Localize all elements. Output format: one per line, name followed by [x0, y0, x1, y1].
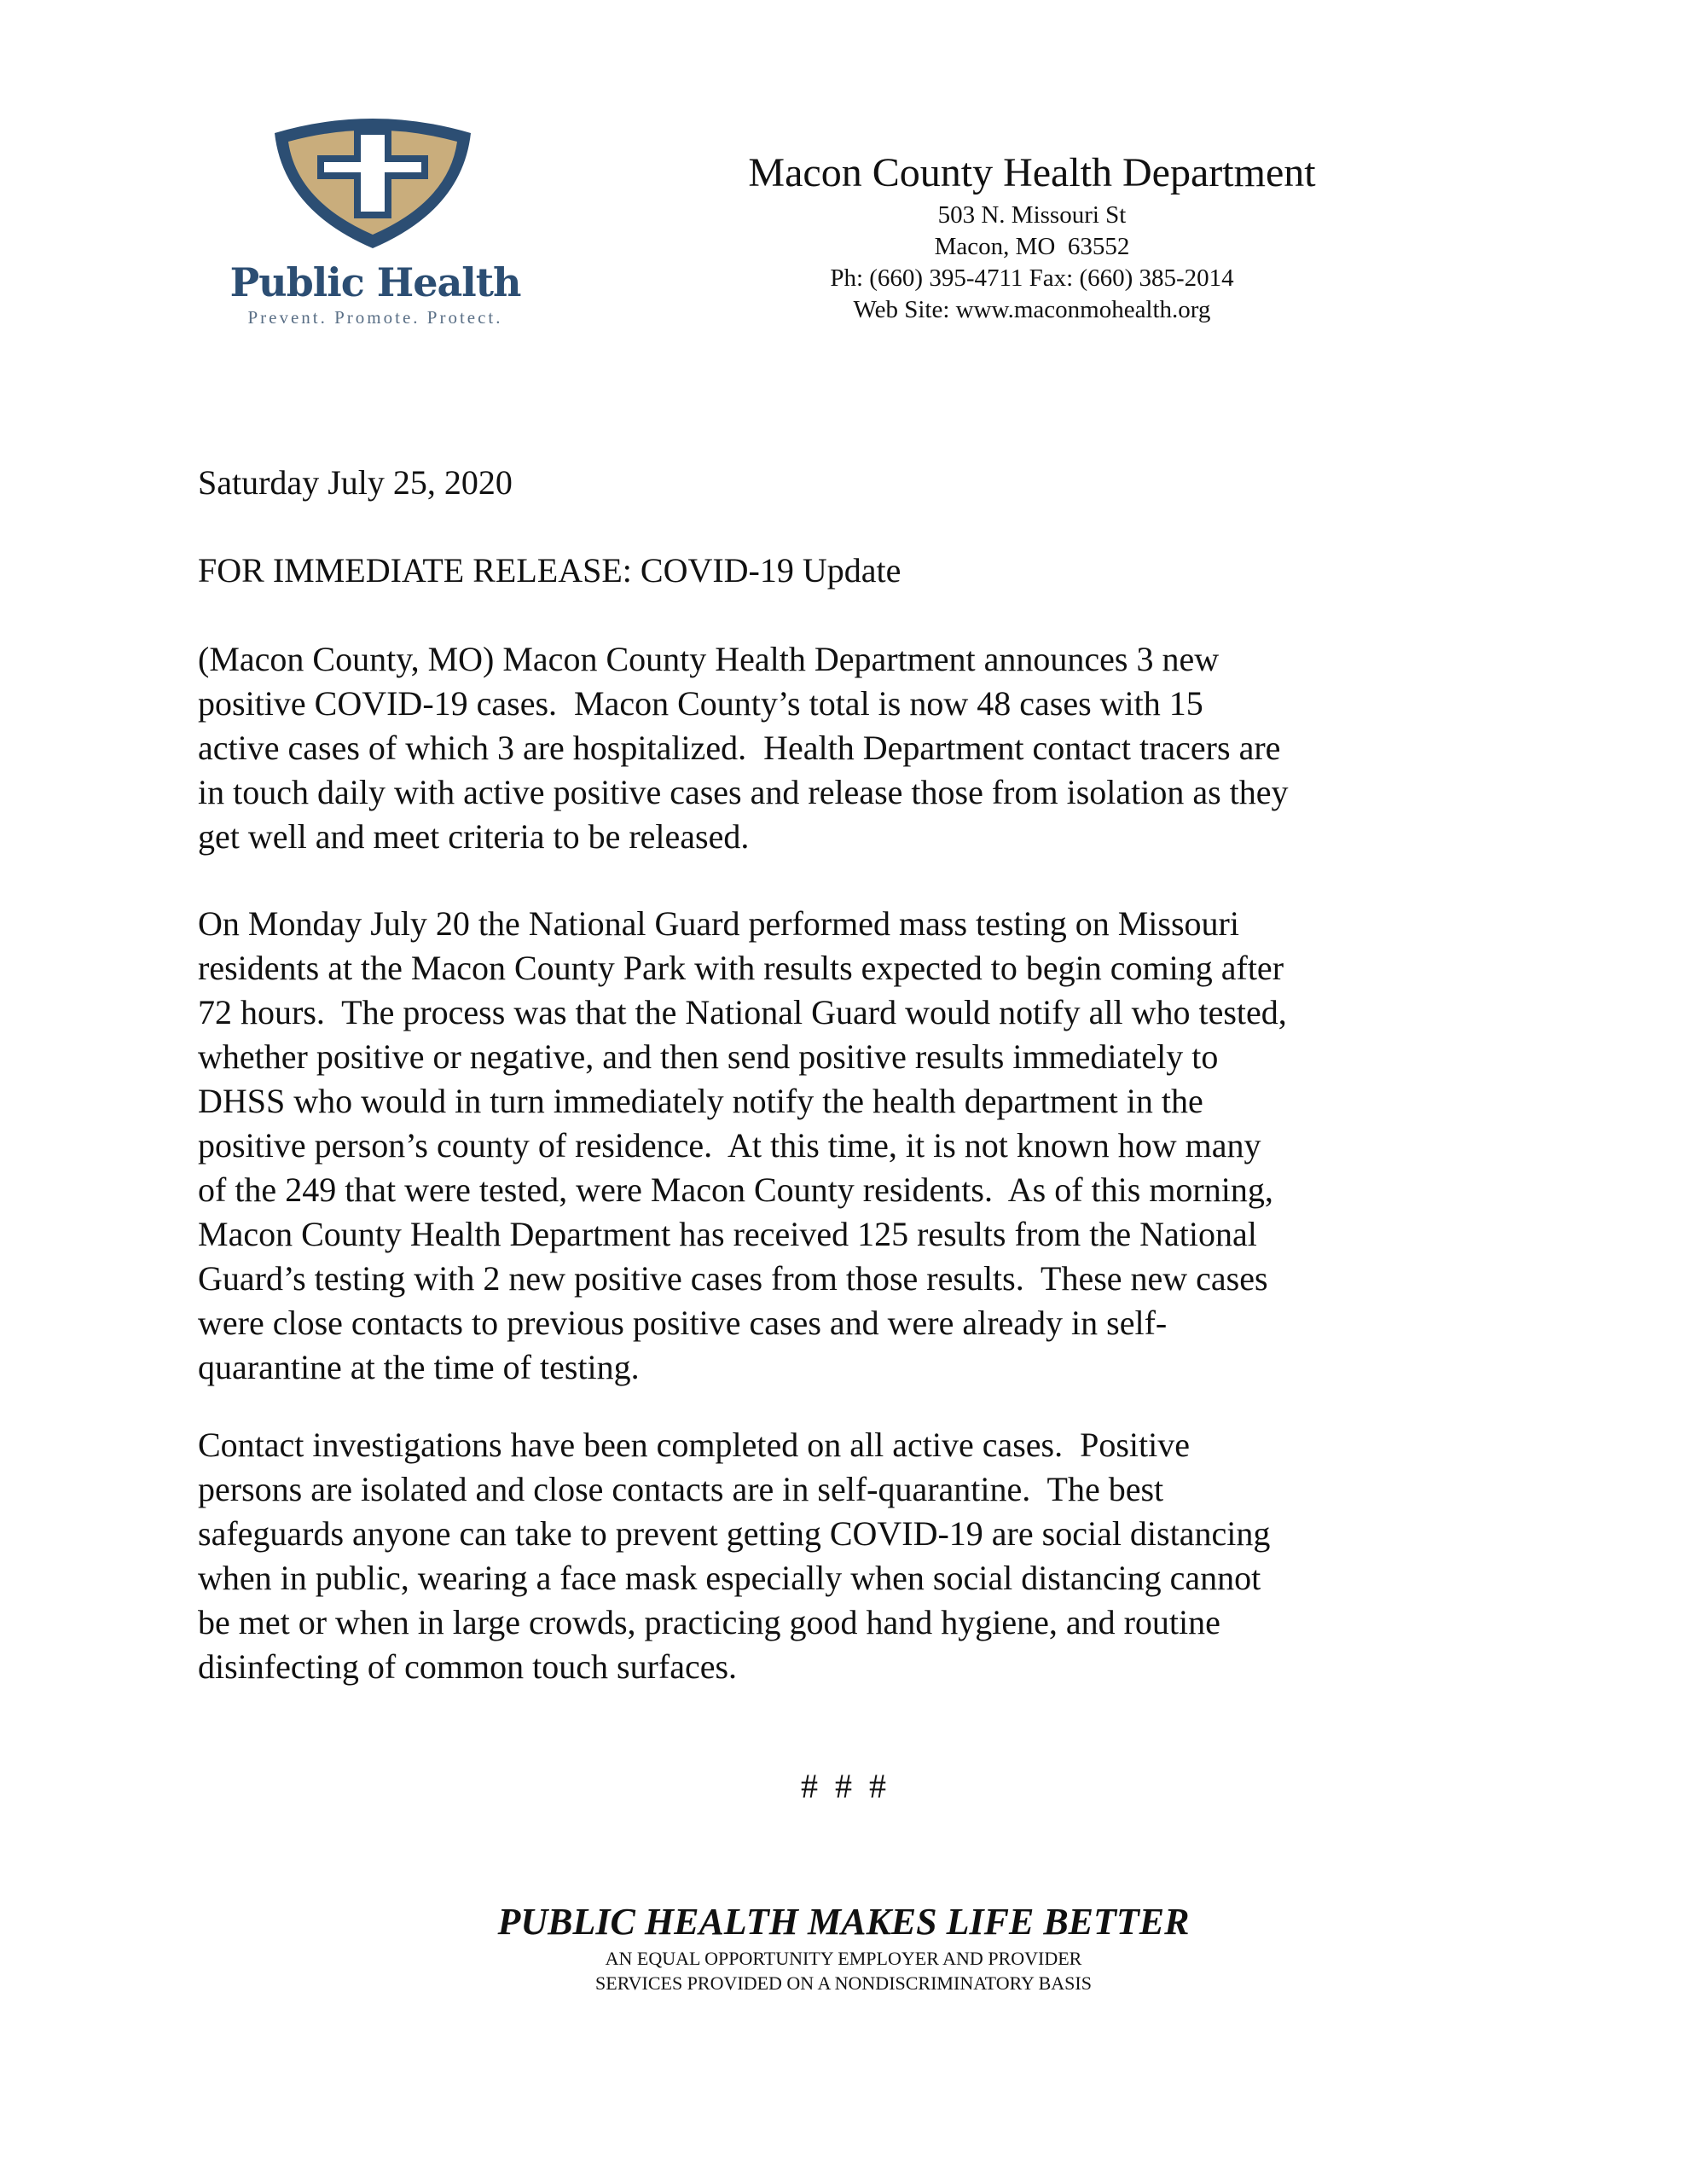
text-line: be met or when in large crowds, practicing good hand hygiene, and routine: [198, 1603, 1220, 1641]
text-line: 72 hours. The process was that the National Guard would notify all who tested,: [198, 993, 1287, 1031]
logo-tagline: Prevent. Promote. Protect.: [247, 307, 503, 328]
end-marker: # # #: [801, 1767, 886, 1805]
text-line: DHSS who would in turn immediately notify the health department in the: [198, 1082, 1203, 1120]
footer: [0, 1898, 1687, 1995]
text-line: of the 249 that were tested, were Macon County residents. As of this morning,: [198, 1170, 1273, 1209]
website: Web Site: www.maconmohealth.org: [853, 296, 1211, 323]
text-line: positive COVID-19 cases. Macon County’s total is now 48 cases with 15: [198, 684, 1203, 723]
text-line: safeguards anyone can take to prevent getting COVID-19 are social distancing: [198, 1514, 1271, 1553]
shield-cross-icon: [266, 116, 479, 253]
text-line: On Monday July 20 the National Guard performed mass testing on Missouri: [198, 904, 1239, 943]
text-line: active cases of which 3 are hospitalized. Health Department contact tracers are: [198, 729, 1281, 767]
paragraph-national-guard-testing: [198, 902, 1494, 1390]
release-title: FOR IMMEDIATE RELEASE: COVID-19 Update: [198, 551, 901, 590]
footer-slogan: PUBLIC HEALTH MAKES LIFE BETTER: [497, 1901, 1190, 1943]
phone-fax: Ph: (660) 395-4711 Fax: (660) 385-2014: [830, 264, 1234, 292]
text-line: Contact investigations have been completed on all active cases. Positive: [198, 1426, 1191, 1464]
text-line: were close contacts to previous positive cases and were already in self-: [198, 1304, 1168, 1342]
organization-name: Macon County Health Department: [748, 150, 1316, 195]
text-line: when in public, wearing a face mask especially when social distancing cannot: [198, 1559, 1261, 1597]
letterhead: [733, 147, 1330, 326]
logo-title: Public Health: [229, 259, 521, 305]
text-line: in touch daily with active positive cases and release those from isolation as they: [198, 773, 1289, 811]
text-line: Macon County Health Department has received 125 results from the National: [198, 1215, 1257, 1253]
text-line: (Macon County, MO) Macon County Health Department announces 3 new: [198, 640, 1220, 678]
equal-opportunity-line: AN EQUAL OPPORTUNITY EMPLOYER AND PROVIDER: [605, 1948, 1082, 1969]
address-street: 503 N. Missouri St: [937, 201, 1127, 229]
paragraph-safeguards: [198, 1423, 1494, 1689]
text-line: residents at the Macon County Park with results expected to begin coming after: [198, 949, 1284, 987]
text-line: get well and meet criteria to be released.: [198, 817, 750, 856]
release-date: Saturday July 25, 2020: [198, 463, 513, 502]
public-health-logo: [198, 116, 548, 338]
text-line: disinfecting of common touch surfaces.: [198, 1647, 738, 1686]
nondiscrimination-line: SERVICES PROVIDED ON A NONDISCRIMINATORY BASIS: [595, 1972, 1092, 1994]
text-line: quarantine at the time of testing.: [198, 1348, 640, 1386]
text-line: positive person’s county of residence. At this time, it is not known how many: [198, 1126, 1261, 1165]
paragraph-announcement: [198, 637, 1494, 859]
text-line: Guard’s testing with 2 new positive cases from those results. These new cases: [198, 1259, 1268, 1298]
address-city: Macon, MO 63552: [934, 233, 1130, 260]
text-line: whether positive or negative, and then send positive results immediately to: [198, 1037, 1219, 1076]
text-line: persons are isolated and close contacts are in self-quarantine. The best: [198, 1470, 1164, 1508]
